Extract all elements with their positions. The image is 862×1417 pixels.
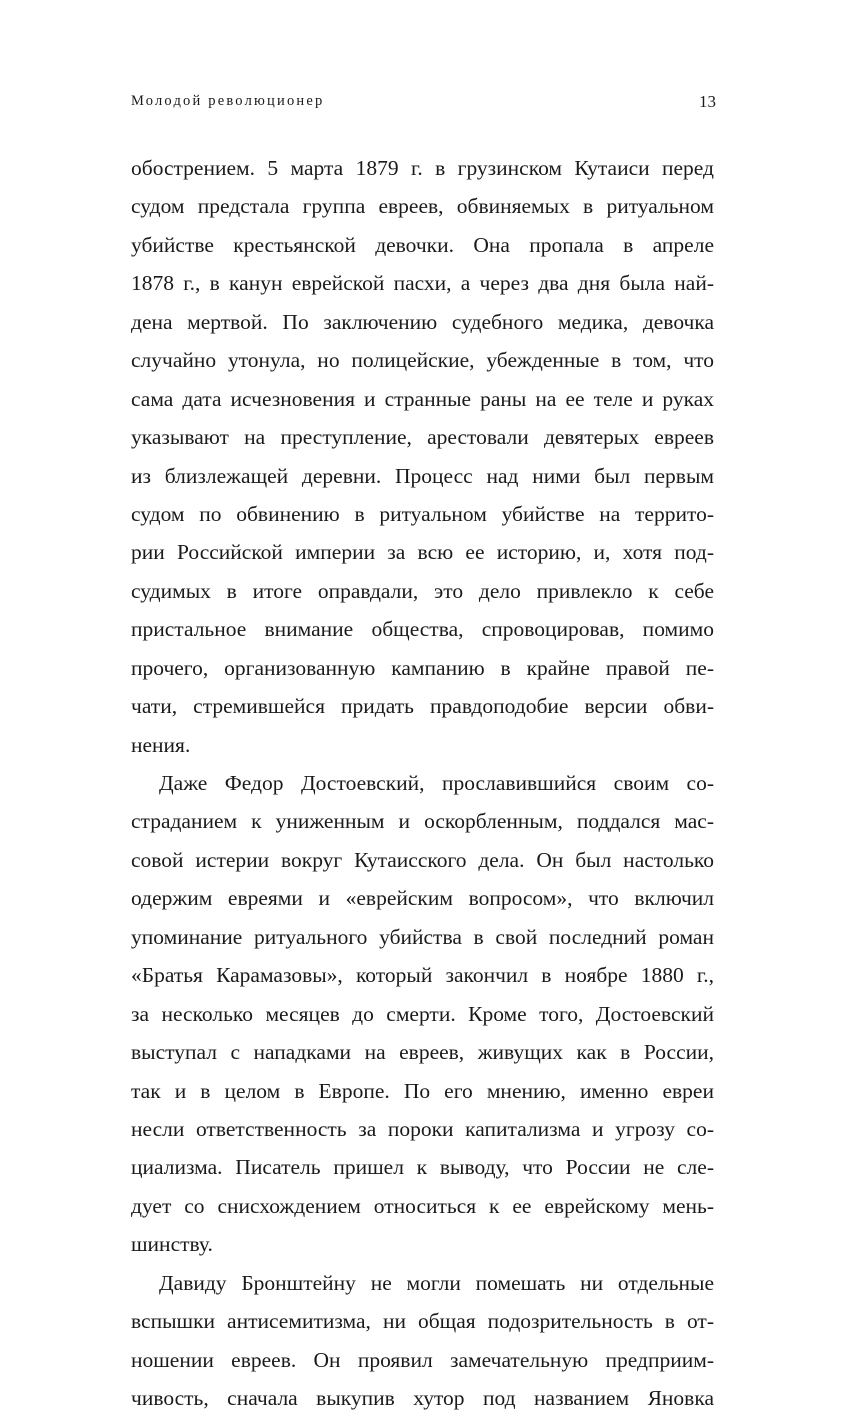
text-line: чати, стремившейся придать правдоподобие версии обви-: [131, 694, 714, 719]
text-line: прочего, организованную кампанию в крайне правой пе-: [131, 655, 714, 680]
text-line: упоминание ритуального убийства в свой последний роман: [131, 924, 714, 949]
text-line: рии Российской империи за всю ее историю, и, хотя под-: [131, 540, 714, 565]
text-line: шинству.: [131, 1232, 213, 1257]
body-text: [131, 149, 714, 1417]
text-line: убийстве крестьянской девочки. Она пропала в апреле: [131, 232, 714, 257]
page-number: 13: [699, 92, 716, 111]
text-line: Давиду Бронштейну не могли помешать ни отдельные: [159, 1270, 714, 1295]
text-line: несли ответственность за пороки капитализма и угрозу со-: [131, 1116, 714, 1141]
text-line: дена мертвой. По заключению судебного медика, девочка: [131, 309, 714, 334]
text-line: «Братья Карамазовы», который закончил в ноябре 1880 г.,: [131, 963, 714, 988]
text-line: вспышки антисемитизма, ни общая подозрительность в от-: [131, 1309, 714, 1334]
text-line: циализма. Писатель пришел к выводу, что России не сле-: [131, 1155, 714, 1180]
text-line: выступал с нападками на евреев, живущих как в России,: [131, 1040, 714, 1065]
paragraph: [131, 149, 714, 764]
text-line: одержим евреями и «еврейским вопросом», что включил: [131, 886, 714, 911]
text-line: пристальное внимание общества, спровоцировав, помимо: [131, 617, 714, 642]
text-line: сама дата исчезновения и странные раны на ее теле и руках: [131, 386, 714, 411]
text-line: чивость, сначала выкупив хутор под названием Яновка: [131, 1386, 714, 1410]
text-line: за несколько месяцев до смерти. Кроме того, Достоевский: [131, 1001, 714, 1026]
text-line: судимых в итоге оправдали, это дело привлекло к себе: [131, 578, 714, 603]
text-line: обострением. 5 марта 1879 г. в грузинском Кутаиси перед: [131, 156, 714, 180]
text-line: случайно утонула, но полицейские, убежденные в том, что: [131, 348, 714, 373]
text-line: 1878 г., в канун еврейской пасхи, а через два дня была най-: [131, 271, 714, 296]
text-line: совой истерии вокруг Кутаисского дела. Он был настолько: [131, 847, 714, 872]
paragraph: [131, 1264, 714, 1417]
text-line: так и в целом в Европе. По его мнению, именно евреи: [131, 1078, 714, 1103]
text-line: ношении евреев. Он проявил замечательную предприим-: [131, 1347, 714, 1372]
paragraph: [131, 764, 714, 1264]
text-line: страданием к униженным и оскорбленным, поддался мас-: [131, 809, 714, 834]
running-header-title: Молодой революционер: [131, 93, 325, 109]
text-line: судом по обвинению в ритуальном убийстве на террито-: [131, 501, 714, 526]
text-line: дует со снисхождением относиться к ее еврейскому мень-: [131, 1193, 714, 1218]
text-line: судом предстала группа евреев, обвиняемых в ритуальном: [131, 194, 714, 219]
text-line: нения.: [131, 732, 191, 757]
text-line: Даже Федор Достоевский, прославившийся своим со-: [159, 771, 714, 795]
text-line: указывают на преступление, арестовали девятерых евреев: [131, 425, 714, 450]
text-line: из близлежащей деревни. Процесс над ними был первым: [131, 463, 714, 488]
